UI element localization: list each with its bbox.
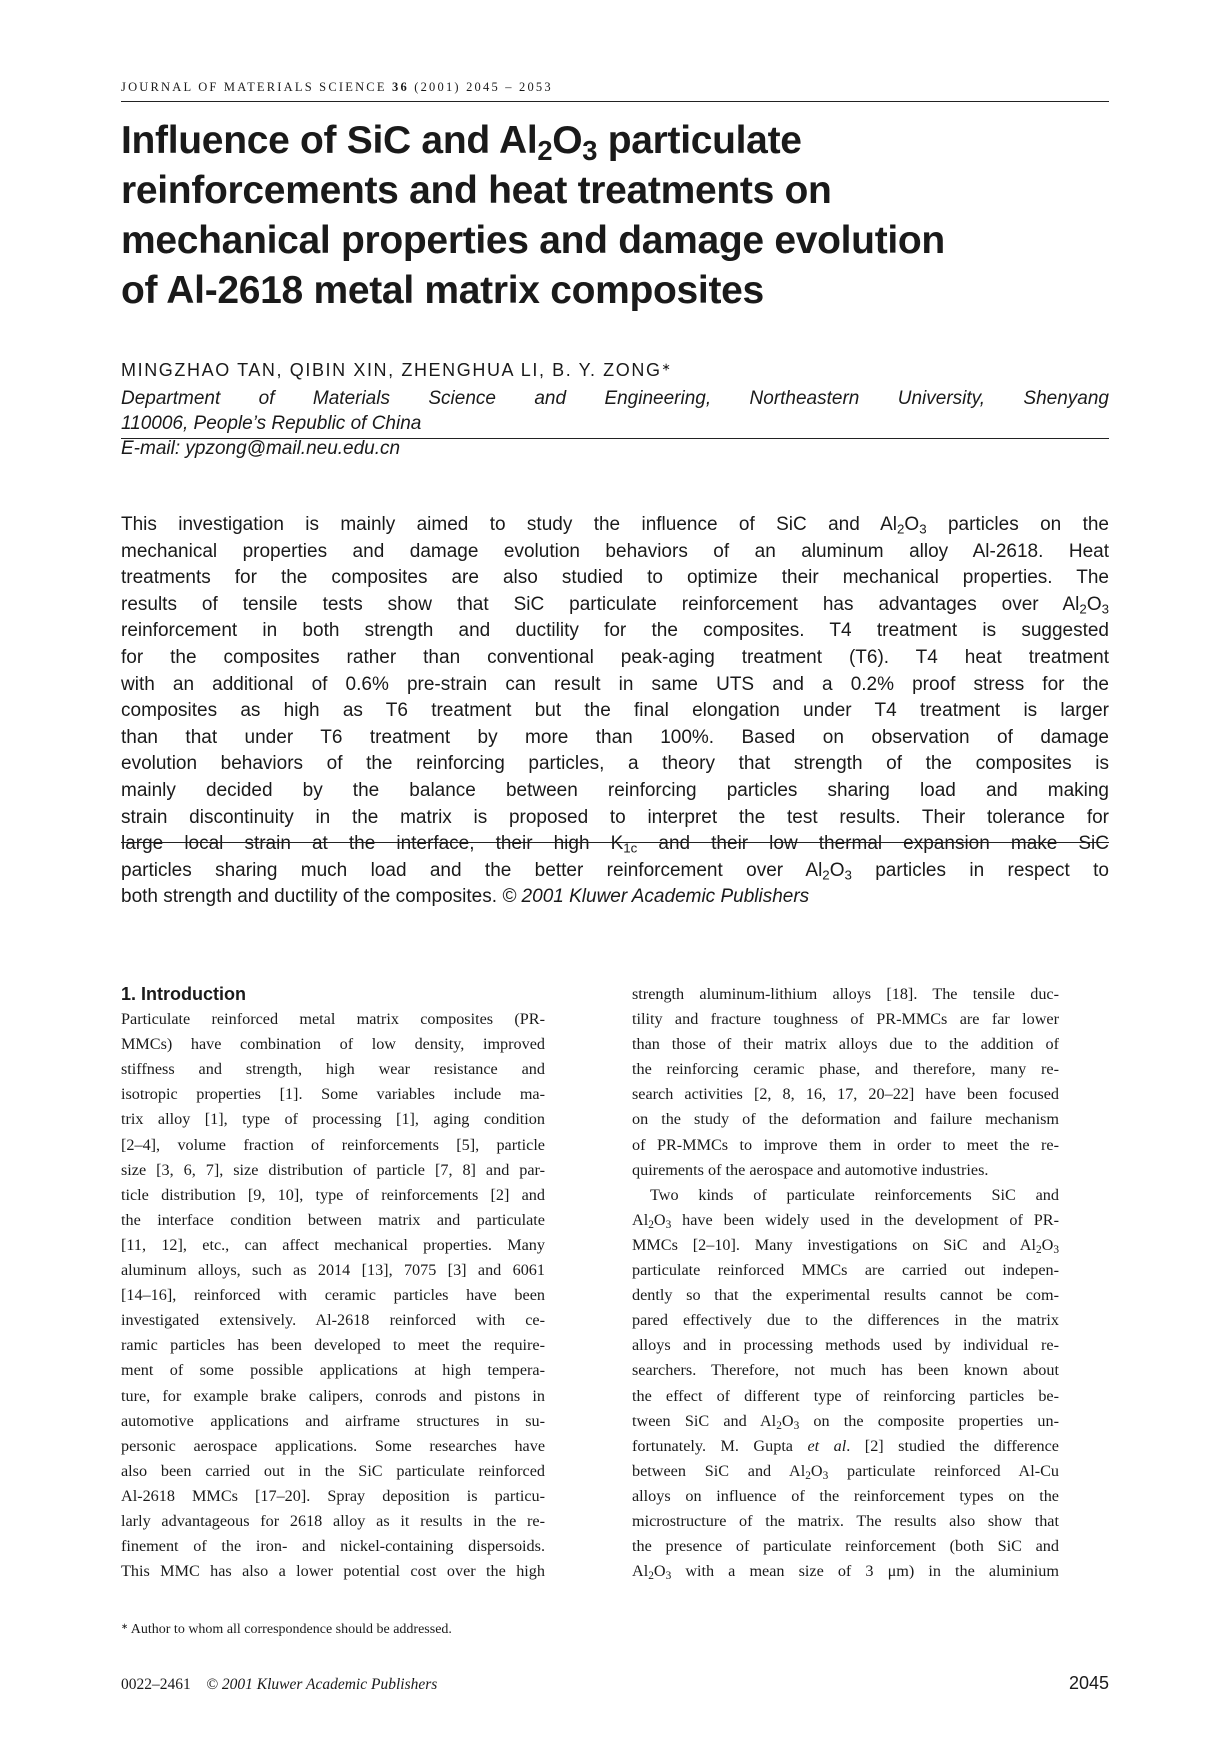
text-run: mainly decided by the balance between reinforcing particles sharing load and making [121,779,1109,801]
left-column [121,982,545,1584]
subscript: 2 [897,521,905,537]
text-run: evolution behaviors of the reinforcing particles, a theory that strength of the composites is [121,753,1109,775]
abstract-line [121,539,1109,566]
text-run: ment of some possible applications at high tempera- [121,1361,545,1380]
text-run: [2–4], volume fraction of reinforcements [5], particle [121,1135,545,1154]
text-run: quirements of the aerospace and automotive industries. [632,1160,989,1179]
left-column-line [121,1409,545,1434]
left-column-line [121,1509,545,1534]
abstract-line [121,698,1109,725]
text-run: [14–16], reinforced with ceramic particles have been [121,1286,545,1305]
right-column-line [632,1032,1059,1057]
footnote-text: Author to whom all correspondence should be addressed. [130,1622,452,1637]
author-footnote-mark: ∗ [661,361,673,374]
abstract-body [121,512,1109,911]
left-column-line [121,1057,545,1082]
right-column-line [632,1409,1059,1434]
title-line [121,266,1081,316]
right-column-line [632,1057,1059,1082]
text-run: particulate reinforced Al-Cu [828,1461,1059,1480]
text-run: particles sharing much load and the better reinforcement over Al [121,859,823,881]
text-run: have been widely used in the development of PR- [671,1210,1059,1229]
text-run: MMCs) have combination of low density, improved [121,1035,545,1054]
text-run: ture, for example brake calipers, conrods and pistons in [121,1386,545,1405]
footnote-mark: ∗ [121,1621,129,1631]
text-run: Al [632,1210,649,1229]
left-column-line [121,1007,545,1032]
text-run: pared effectively due to the differences in the matrix [632,1311,1059,1330]
text-run: tility and fracture toughness of PR-MMCs are far lower [632,1010,1059,1029]
left-column-line [121,1333,545,1358]
text-run: ramic particles has been developed to meet the require- [121,1336,545,1355]
text-run: with a mean size of 3 μm) in the aluminium [671,1562,1059,1581]
abstract-line [121,592,1109,619]
text-run: both strength and ductility of the composites. [121,886,503,908]
subscript: 3 [1053,1243,1059,1256]
right-column-line [632,1158,1059,1183]
subscript: 2 [537,134,553,166]
abstract-line [121,751,1109,778]
left-column-line [121,1082,545,1107]
subscript: 3 [793,1419,800,1432]
rule-above-abstract [121,438,1109,439]
paper-page [121,0,1109,1748]
issn: 0022–2461 [121,1676,191,1693]
section-heading-introduction: 1. Introduction [121,984,246,1004]
subscript: 2 [1079,601,1087,617]
left-column-line [121,1233,545,1258]
text-run: tween SiC and Al [632,1411,777,1430]
text-run: O [829,859,845,881]
text-run: alloys and in processing methods used by individual re- [632,1336,1059,1355]
text-run: O [653,1210,666,1229]
right-column-line [632,1534,1059,1559]
text-run: treatments for the composites are also studied to optimize their mechanical properties. The [121,567,1109,589]
text-run: and their low thermal expansion make SiC [637,833,1110,855]
text-run: O [552,119,583,162]
right-column-line [632,1233,1059,1258]
subscript: 1c [623,840,638,856]
text-run: of PR-MMCs to improve them in order to meet the re- [632,1135,1059,1154]
abstract-line [121,618,1109,645]
subscript: 2 [776,1419,782,1432]
subscript: 2 [1035,1243,1042,1256]
subscript: 3 [665,1218,672,1231]
right-column-line [632,1384,1059,1409]
text-run: automotive applications and airframe structures in su- [121,1411,545,1430]
right-column-body [632,982,1059,1584]
left-column-line [121,1534,545,1559]
paper-title [121,116,1081,316]
abstract-line [121,805,1109,832]
subscript: 3 [844,867,852,883]
left-column-line [121,1484,545,1509]
affiliation [121,386,1109,461]
text-run: on the study of the deformation and failure mechanism [632,1110,1059,1129]
abstract-line [121,858,1109,885]
left-column-line [121,1434,545,1459]
text-run: aluminum alloys, such as 2014 [13], 7075 [3] and 6061 [121,1261,545,1280]
text-run: O [781,1411,794,1430]
text-run: the reinforcing ceramic phase, and therefore, many re- [632,1060,1059,1079]
author-names: MINGZHAO TAN, QIBIN XIN, ZHENGHUA LI, B. Y. ZONG [121,360,662,380]
subscript: 2 [648,1569,654,1582]
right-column-line [632,1358,1059,1383]
abstract-line [121,512,1109,539]
subscript: 3 [1101,601,1109,617]
text-run: [11, 12], etc., can affect mechanical properties. Many [121,1235,545,1254]
text-run: trix alloy [1], type of processing [1], aging condition [121,1110,545,1129]
text-run: This MMC has also a lower potential cost over the high [121,1562,545,1581]
text-run: on the composite properties un- [799,1411,1059,1430]
text-run: O [1041,1235,1054,1254]
text-run: stiffness and strength, high wear resistance and [121,1060,545,1079]
left-column-line [121,1183,545,1208]
title-line [121,116,1081,166]
journal-volume: 36 [392,80,409,94]
subscript: 2 [805,1469,811,1482]
text-run: of Al-2618 metal matrix composites [121,269,764,312]
subscript: 3 [822,1469,829,1482]
journal-name: JOURNAL OF MATERIALS SCIENCE [121,80,387,94]
text-run: finement of the iron- and nickel-containing dispersoids. [121,1537,545,1556]
text-run: O [653,1562,666,1581]
text-run: Influence of SiC and Al [121,119,538,162]
text-run: O [1086,593,1102,615]
footer-issn [121,1676,437,1694]
subscript: 3 [665,1569,672,1582]
abstract-line [121,884,1109,911]
author-email: E-mail: ypzong@mail.neu.edu.cn [121,438,401,459]
left-column-line [121,1107,545,1132]
page-number: 2045 [1068,1673,1109,1693]
text-run: particles in respect to [851,859,1109,881]
left-column-line [121,1459,545,1484]
text-run: searchers. Therefore, not much has been known about [632,1361,1059,1380]
right-column-line [632,1007,1059,1032]
text-run: between SiC and Al [632,1461,806,1480]
left-column-line [121,1158,545,1183]
text-run: . [2] studied the difference [846,1436,1059,1455]
text-run: isotropic properties [1]. Some variables include ma- [121,1085,545,1104]
text-run: dently so that the experimental results cannot be com- [632,1286,1059,1305]
right-column-line [632,1082,1059,1107]
text-run: larly advantageous for 2618 alloy as it results in the re- [121,1511,545,1530]
abstract-line [121,725,1109,752]
rule-below-abstract [121,842,1109,843]
title-line [121,166,1081,216]
text-run: O [904,514,920,535]
text-run: also been carried out in the SiC particulate reinforced [121,1461,545,1480]
left-column-line [121,1208,545,1233]
left-column-line [121,1358,545,1383]
right-column-line [632,982,1059,1007]
text-run: particulate [597,119,802,162]
abstract-publisher: © 2001 Kluwer Academic Publishers [502,886,810,908]
text-run: microstructure of the matrix. The results also show that [632,1511,1059,1530]
left-column-line [121,1258,545,1283]
text-run: particles on the [926,514,1109,535]
right-column-line [632,1559,1059,1584]
text-run: investigated extensively. Al-2618 reinforced with ce- [121,1311,545,1330]
journal-pages: 2045 – 2053 [466,80,553,94]
text-run: than those of their matrix alloys due to the addition of [632,1035,1059,1054]
right-column-line [632,1459,1059,1484]
subscript: 3 [582,134,598,166]
text-run: results of tensile tests show that SiC particulate reinforcement has advantages over Al [121,593,1080,615]
right-column-line [632,1484,1059,1509]
right-column [632,982,1059,1584]
abstract-line [121,831,1109,858]
affiliation-line-2: 110006, People’s Republic of China [121,413,422,434]
text-run: the presence of particulate reinforcement (both SiC and [632,1537,1059,1556]
text-run: personic aerospace applications. Some researches have [121,1436,545,1455]
text-run: ticle distribution [9, 10], type of reinforcements [2] and [121,1185,545,1204]
text-run: than that under T6 treatment by more than 100%. Based on observation of damage [121,726,1109,748]
abstract-line [121,645,1109,672]
text-run: This investigation is mainly aimed to study the influence of SiC and Al [121,514,897,535]
abstract-line [121,565,1109,592]
left-column-line [121,1283,545,1308]
right-column-line [632,1434,1059,1459]
right-column-line [632,1208,1059,1233]
abstract-line [121,778,1109,805]
footer-publisher: © 2001 Kluwer Academic Publishers [206,1676,438,1693]
text-run: strength aluminum-lithium alloys [18]. The tensile duc- [632,985,1059,1003]
text-run: fortunately. M. Gupta [632,1436,808,1455]
right-column-line [632,1308,1059,1333]
text-run: Al-2618 MMCs [17–20]. Spray deposition is particu- [121,1486,545,1505]
text-run: Two kinds of particulate reinforcements SiC and [650,1185,1059,1204]
text-run: particulate reinforced MMCs are carried out indepen- [632,1261,1059,1280]
text-run: size [3, 6, 7], size distribution of particle [7, 8] and par- [121,1160,545,1179]
text-run: MMCs [2–10]. Many investigations on SiC and Al [632,1235,1036,1254]
right-column-line [632,1509,1059,1534]
text-run: for the composites rather than conventional peak-aging treatment (T6). T4 heat treatment [121,646,1109,668]
text-run: with an additional of 0.6% pre-strain can result in same UTS and a 0.2% proof stress for the [121,673,1109,695]
text-run: the effect of different type of reinforcing particles be- [632,1386,1059,1405]
right-column-line [632,1107,1059,1132]
text-run: mechanical properties and damage evolution [121,219,945,262]
text-run: Particulate reinforced metal matrix composites (PR- [121,1010,545,1029]
running-head [121,80,1109,102]
abstract-line [121,672,1109,699]
text-run: reinforcements and heat treatments on [121,169,832,212]
text-run: large local strain at the interface, their high K [121,833,624,855]
right-column-line [632,1258,1059,1283]
title-line [121,216,1081,266]
text-run: Al [632,1562,649,1581]
journal-year: (2001) [414,80,461,94]
author-list [121,360,1109,381]
subscript: 3 [919,521,927,537]
text-run: mechanical properties and damage evolution behaviors of an aluminum alloy Al-2618. Heat [121,540,1109,562]
left-column-line [121,1308,545,1333]
text-run: search activities [2, 8, 16, 17, 20–22] have been focused [632,1085,1059,1104]
subscript: 2 [822,867,830,883]
subscript: 2 [648,1218,654,1231]
text-run: strain discontinuity in the matrix is proposed to interpret the test results. Their tolerance for [121,806,1109,828]
text-run: O [810,1461,823,1480]
left-column-body [121,1007,545,1584]
right-column-line [632,1183,1059,1208]
right-column-line [632,1283,1059,1308]
left-column-line [121,1032,545,1057]
text-run: the interface condition between matrix and particulate [121,1210,545,1229]
left-column-line [121,1559,545,1584]
right-column-line [632,1333,1059,1358]
text-run: reinforcement in both strength and ductility for the composites. T4 treatment is suggested [121,620,1109,642]
italic-run: et al [807,1436,847,1455]
left-column-line [121,1384,545,1409]
right-column-line [632,1133,1059,1158]
abstract [121,512,1109,911]
text-run: composites as high as T6 treatment but the final elongation under T4 treatment is larger [121,700,1109,722]
affiliation-line-1: Department of Materials Science and Engineering, Northeastern University, Shenyang [121,388,1109,409]
left-column-line [121,1133,545,1158]
text-run: alloys on influence of the reinforcement types on the [632,1486,1059,1505]
correspondence-footnote [121,1622,452,1638]
